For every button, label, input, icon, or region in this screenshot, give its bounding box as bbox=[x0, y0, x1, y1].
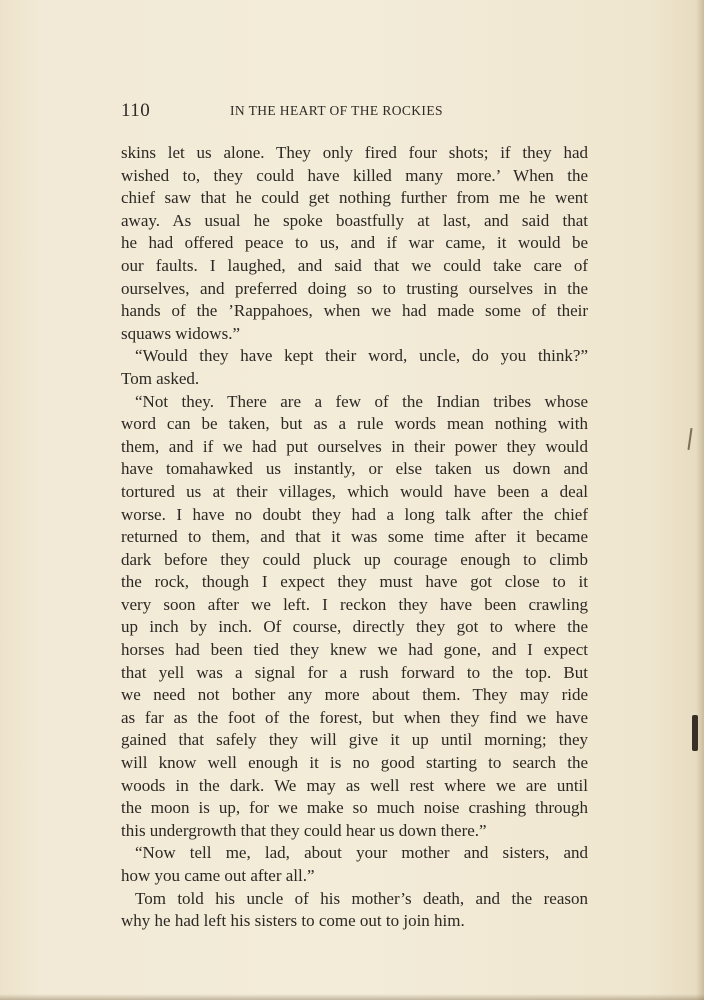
text-line: chief saw that he could get nothing further from me he went bbox=[121, 188, 588, 208]
text-line: “Not they. There are a few of the Indian tribes whose bbox=[135, 391, 588, 411]
text-line: up inch by inch. Of course, directly they got to where the bbox=[121, 617, 588, 637]
text-line: the moon is up, for we make so much noise crashing through bbox=[121, 798, 588, 818]
margin-ink-mark bbox=[692, 715, 698, 751]
page-edge-shadow bbox=[696, 0, 704, 1000]
text-line: them, and if we had put ourselves in their power they would bbox=[121, 436, 588, 456]
text-line: why he had left his sisters to come out to join him. bbox=[121, 911, 465, 931]
text-line: have tomahawked us instantly, or else taken us down and bbox=[121, 459, 588, 479]
running-head: IN THE HEART OF THE ROCKIES bbox=[230, 103, 443, 118]
text-line: how you came out after all.” bbox=[121, 866, 315, 885]
text-line: ourselves, and preferred doing so to trusting ourselves in the bbox=[121, 278, 588, 298]
text-line: squaws widows.” bbox=[121, 323, 240, 343]
text-line: Tom told his uncle of his mother’s death, and the reason bbox=[135, 888, 588, 908]
text-line: the rock, though I expect they must have got close to it bbox=[121, 572, 588, 592]
text-line: as far as the foot of the forest, but when they find we have bbox=[121, 707, 588, 727]
body-text bbox=[121, 142, 588, 933]
text-line: “Now tell me, lad, about your mother and sisters, and bbox=[135, 843, 588, 863]
text-line: our faults. I laughed, and said that we could take care of bbox=[121, 255, 588, 275]
text-line: this undergrowth that they could hear us down there.” bbox=[121, 820, 487, 840]
text-line: Tom asked. bbox=[121, 368, 200, 388]
text-line: gained that safely they will give it up until morning; they bbox=[121, 730, 588, 750]
page-bottom-shadow bbox=[0, 994, 704, 1000]
text-line: that yell was a signal for a rush forward to the top. But bbox=[121, 662, 588, 682]
text-line: we need not bother any more about them. They may ride bbox=[121, 685, 588, 705]
page-header bbox=[121, 100, 589, 126]
text-line: skins let us alone. They only fired four shots; if they had bbox=[121, 143, 588, 162]
page-number: 110 bbox=[121, 100, 151, 121]
text-line: woods in the dark. We may as well rest where we are until bbox=[121, 775, 588, 795]
text-line: horses had been tied they knew we had gone, and I expect bbox=[121, 640, 588, 660]
text-line: hands of the ’Rappahoes, when we had made some of their bbox=[121, 301, 588, 321]
text-line: dark before they could pluck up courage enough to climb bbox=[121, 549, 588, 569]
text-line: worse. I have no doubt they had a long talk after the chief bbox=[121, 504, 588, 524]
text-line: will know well enough it is no good starting to search the bbox=[121, 753, 588, 773]
text-line: tortured us at their villages, which would have been a deal bbox=[121, 481, 588, 501]
margin-tick-mark bbox=[687, 428, 692, 450]
text-line: “Would they have kept their word, uncle, do you think?” bbox=[135, 346, 588, 366]
text-line: away. As usual he spoke boastfully at last, and said that bbox=[121, 210, 588, 230]
text-line: word can be taken, but as a rule words mean nothing with bbox=[121, 414, 588, 434]
text-line: returned to them, and that it was some time after it became bbox=[121, 527, 588, 547]
text-line: wished to, they could have killed many more.’ When the bbox=[121, 165, 588, 185]
text-line: very soon after we left. I reckon they have been crawling bbox=[121, 594, 588, 614]
text-line: he had offered peace to us, and if war came, it would be bbox=[121, 233, 588, 253]
